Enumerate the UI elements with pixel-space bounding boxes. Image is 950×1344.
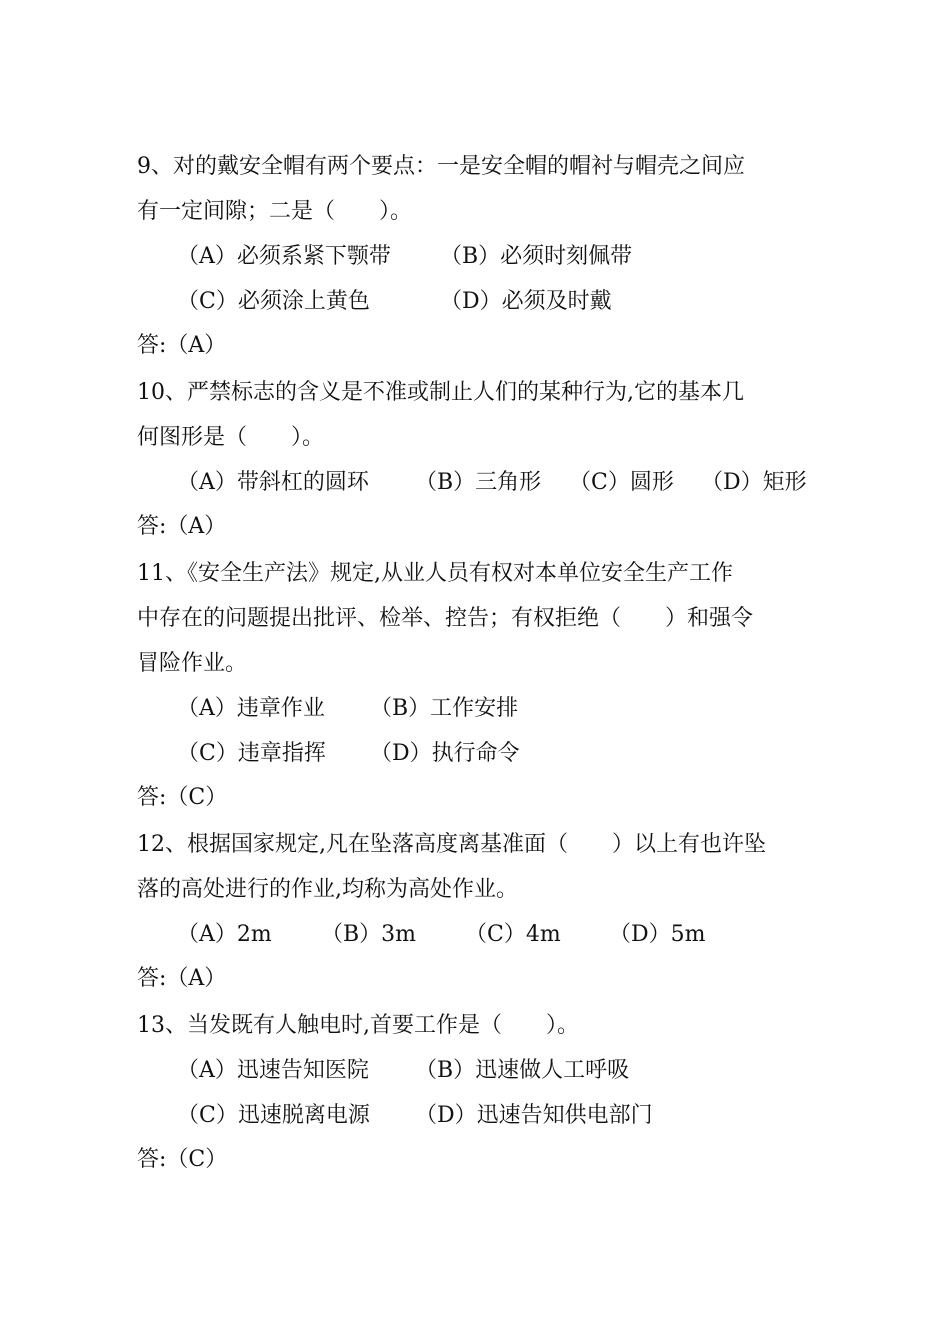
option-d: （D）执行命令 xyxy=(370,741,520,766)
question-9-answer: 答:（A） xyxy=(137,333,227,358)
question-12 xyxy=(137,822,827,1001)
question-9-line-2: 有一定间隙；二是（ ）。 xyxy=(137,199,413,224)
question-13-answer: 答:（C） xyxy=(137,1147,228,1172)
question-12-line-2: 落的高处进行的作业,均称为高处作业。 xyxy=(137,877,518,902)
question-11-line-2: 中存在的问题提出批评、检举、控告；有权拒绝（ ）和强令 xyxy=(137,606,754,631)
option-b: （B）工作安排 xyxy=(370,696,519,721)
question-12-line-1: 12、根据国家规定,凡在坠落高度离基准面（ ）以上有也许坠 xyxy=(137,832,766,857)
question-11-options-row-2 xyxy=(137,731,827,776)
question-13-options-row-2 xyxy=(137,1093,827,1138)
option-d: （D）5m xyxy=(609,922,706,947)
question-9 xyxy=(137,144,827,368)
question-11-line-3: 冒险作业。 xyxy=(137,651,248,676)
option-b: （B）必须时刻佩带 xyxy=(440,244,633,269)
question-10-line-2: 何图形是（ ）。 xyxy=(137,425,325,450)
option-c: （C）迅速脱离电源 xyxy=(177,1103,370,1128)
question-11-answer: 答:（C） xyxy=(137,785,228,810)
option-d: （D）必须及时戴 xyxy=(440,289,612,314)
option-b: （B）三角形 xyxy=(415,470,542,495)
question-list xyxy=(137,144,827,1182)
option-c: （C）圆形 xyxy=(569,470,674,495)
question-13-options-row-1 xyxy=(137,1048,827,1093)
question-10-line-1: 10、严禁标志的含义是不准或制止人们的某种行为,它的基本几 xyxy=(137,380,744,405)
question-9-options-row-1 xyxy=(137,234,827,279)
question-11-options-row-1 xyxy=(137,686,827,731)
option-b: （B）迅速做人工呼吸 xyxy=(415,1058,630,1083)
question-9-options-row-2 xyxy=(137,279,827,324)
option-c: （C）4m xyxy=(465,922,561,947)
question-10-answer: 答:（A） xyxy=(137,514,227,539)
question-12-answer: 答:（A） xyxy=(137,966,227,991)
option-a: （A）违章作业 xyxy=(177,696,325,721)
option-c: （C）违章指挥 xyxy=(177,741,326,766)
question-12-options-row-1 xyxy=(137,912,827,957)
option-d: （D）矩形 xyxy=(701,470,807,495)
question-11 xyxy=(137,551,827,820)
question-9-line-1: 9、对的戴安全帽有两个要点：一是安全帽的帽衬与帽壳之间应 xyxy=(137,154,745,179)
option-a: （A）必须系紧下颚带 xyxy=(177,244,391,269)
option-a: （A）带斜杠的圆环 xyxy=(177,470,369,495)
question-10 xyxy=(137,370,827,549)
option-d: （D）迅速告知供电部门 xyxy=(415,1103,653,1128)
option-b: （B）3m xyxy=(321,922,417,947)
question-13-line-1: 13、当发既有人触电时,首要工作是（ ）。 xyxy=(137,1013,579,1038)
option-a: （A）2m xyxy=(177,922,272,947)
option-c: （C）必须涂上黄色 xyxy=(177,289,370,314)
question-11-line-1: 11、《安全生产法》规定,从业人员有权对本单位安全生产工作 xyxy=(137,561,733,586)
question-10-options-row-1 xyxy=(137,460,827,505)
question-13 xyxy=(137,1003,827,1182)
option-a: （A）迅速告知医院 xyxy=(177,1058,369,1083)
